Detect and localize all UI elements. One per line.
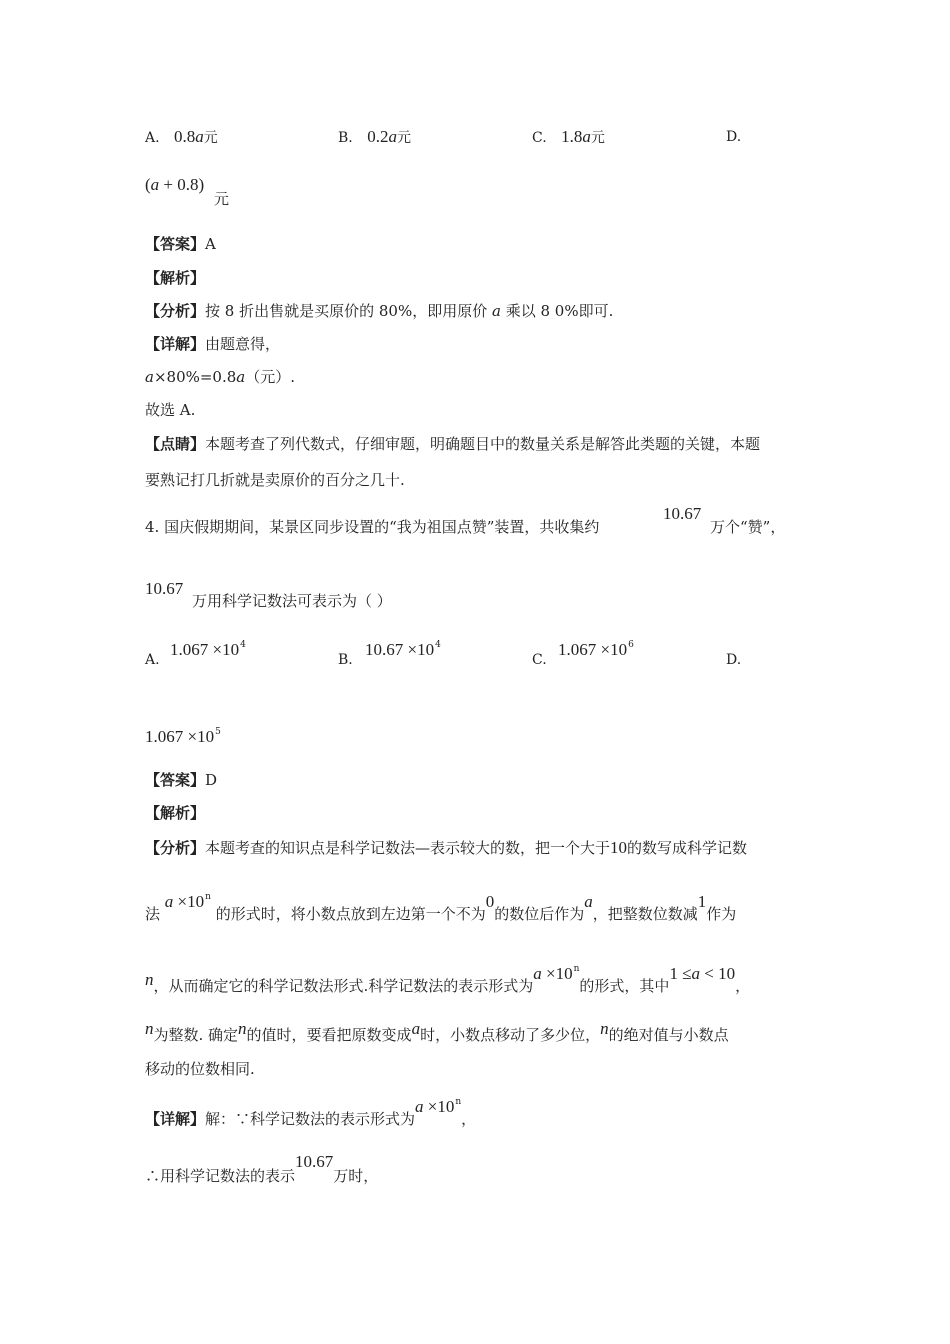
q4-option-a-value: $1.067 \times 10^4$ — [170, 640, 246, 659]
q3-detail: 【详解】由题意得， — [145, 335, 281, 353]
q4-stem-number: 10.67 — [663, 504, 702, 523]
q4-analysis-heading: 【解析】 — [145, 804, 206, 822]
q4-stem-number2: 10.67 — [145, 579, 184, 598]
q3-option-d-label[interactable]: D. — [726, 129, 742, 145]
q3-answer: 【答案】A — [145, 235, 216, 253]
q4-option-a-label[interactable]: A. — [145, 652, 160, 668]
q3-dianjing-line2: 要熟记打几折就是卖原价的百分之几十. — [145, 471, 405, 489]
q3-dianjing-line1: 【点睛】本题考查了列代数式，仔细审题，明确题目中的数量关系是解答此类题的关键，本题 — [145, 435, 761, 453]
q4-option-d-value: $1.067 \times 10^5$ — [145, 727, 221, 746]
q4-fenxi-line2: 法 $a \times 10^n$ 的形式时，将小数点放到左边第一个不为0的数位后作为a，把整数位数减1作为 — [145, 892, 737, 923]
q3-fenxi: 【分析】按 8 折出售就是买原价的 80%，即用原价 a 乘以 8 0%即可. — [145, 302, 614, 320]
q4-option-b-value: $10.67 \times 10^4$ — [365, 640, 441, 659]
q4-option-b-label[interactable]: B. — [338, 652, 353, 668]
q4-fenxi-line3: n，从而确定它的科学记数法形式.科学记数法的表示形式为$a \times 10^n$的形式，其中1 ≤a < 10， — [145, 964, 751, 995]
q4-fenxi-line5: 移动的位数相同. — [145, 1060, 255, 1078]
q3-option-c[interactable]: C. 1.8a元 — [532, 127, 605, 146]
q4-option-d-label[interactable]: D. — [726, 652, 742, 668]
q3-conclusion: 故选 A. — [145, 401, 196, 419]
q3-option-d-unit: 元 — [214, 190, 230, 208]
q3-option-a[interactable]: A. 0.8a元 — [145, 127, 218, 146]
q3-calculation: a×80%=0.8a（元）. — [145, 368, 296, 386]
q4-stem-line2: 万用科学记数法可表示为（ ） — [192, 592, 392, 610]
q4-option-c-label[interactable]: C. — [532, 652, 547, 668]
q4-fenxi-line1: 【分析】本题考查的知识点是科学记数法—表示较大的数，把一个大于10的数写成科学记数 — [145, 838, 748, 857]
q4-answer: 【答案】D — [145, 771, 218, 789]
q3-analysis-heading: 【解析】 — [145, 269, 206, 287]
q4-stem-line1: 4. 国庆假期期间，某景区同步设置的“我为祖国点赞”装置，共收集约 — [145, 518, 600, 536]
q4-fenxi-line4: n为整数. 确定n的值时，要看把原数变成a时，小数点移动了多少位，n的绝对值与小数点 — [145, 1019, 729, 1044]
q3-option-d-expr: (a + 0.8) — [145, 175, 205, 194]
q4-detail: 【详解】解：∵科学记数法的表示形式为$a \times 10^n$， — [145, 1097, 477, 1128]
q4-last-line: ∴用科学记数法的表示10.67万时， — [145, 1152, 379, 1185]
q3-option-a-num: 0.8 — [174, 127, 196, 146]
q4-stem-line1-end: 万个“赞”， — [710, 518, 786, 536]
q4-option-c-value: $1.067 \times 10^6$ — [558, 640, 634, 659]
q3-option-b[interactable]: B. 0.2a元 — [338, 127, 411, 146]
